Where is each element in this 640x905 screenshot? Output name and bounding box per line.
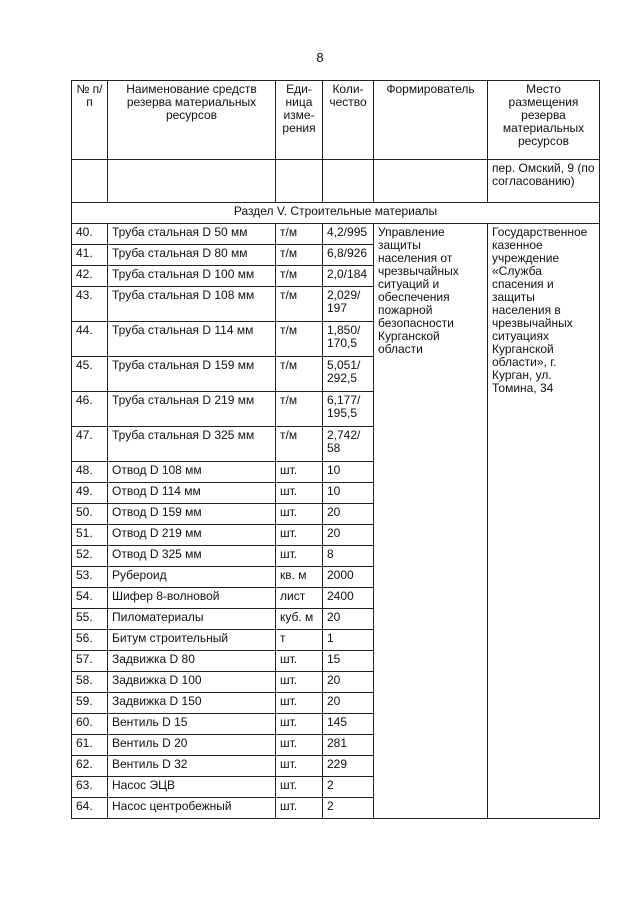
row-num: 47.	[72, 427, 108, 462]
cell-empty	[108, 160, 276, 203]
row-unit: шт.	[276, 651, 323, 672]
row-name: Вентиль D 20	[108, 735, 276, 756]
row-unit: шт.	[276, 798, 323, 819]
row-qty: 4,2/995	[323, 224, 374, 245]
row-num: 58.	[72, 672, 108, 693]
header-name: Наименование средств резерва материальных ресурсов	[108, 81, 276, 160]
row-qty: 5,051/ 292,5	[323, 357, 374, 392]
row-num: 56.	[72, 630, 108, 651]
row-num: 43.	[72, 287, 108, 322]
row-qty: 2	[323, 798, 374, 819]
row-name: Труба стальная D 325 мм	[108, 427, 276, 462]
row-num: 57.	[72, 651, 108, 672]
row-unit: т/м	[276, 357, 323, 392]
row-name: Труба стальная D 108 мм	[108, 287, 276, 322]
row-name: Отвод D 108 мм	[108, 462, 276, 483]
row-num: 62.	[72, 756, 108, 777]
header-unit: Еди- ница изме- рения	[276, 81, 323, 160]
row-num: 46.	[72, 392, 108, 427]
row-name: Труба стальная D 114 мм	[108, 322, 276, 357]
row-num: 50.	[72, 504, 108, 525]
row-name: Задвижка D 100	[108, 672, 276, 693]
row-num: 42.	[72, 266, 108, 287]
row-num: 49.	[72, 483, 108, 504]
row-qty: 20	[323, 672, 374, 693]
row-unit: т/м	[276, 322, 323, 357]
row-name: Отвод D 325 мм	[108, 546, 276, 567]
row-name: Шифер 8-волновой	[108, 588, 276, 609]
row-num: 51.	[72, 525, 108, 546]
row-unit: шт.	[276, 546, 323, 567]
header-row	[72, 81, 600, 160]
row-qty: 2,742/ 58	[323, 427, 374, 462]
row-name: Отвод D 219 мм	[108, 525, 276, 546]
row-qty: 2	[323, 777, 374, 798]
row-unit: кв. м	[276, 567, 323, 588]
row-num: 59.	[72, 693, 108, 714]
continuation-row	[72, 160, 600, 203]
row-qty: 2000	[323, 567, 374, 588]
cell-empty	[276, 160, 323, 203]
cell-empty	[374, 160, 488, 203]
row-name: Пиломатериалы	[108, 609, 276, 630]
row-num: 44.	[72, 322, 108, 357]
row-num: 48.	[72, 462, 108, 483]
row-unit: т	[276, 630, 323, 651]
row-name: Труба стальная D 159 мм	[108, 357, 276, 392]
row-unit: т/м	[276, 287, 323, 322]
row-qty: 6,8/926	[323, 245, 374, 266]
section-title: Раздел V. Строительные материалы	[72, 203, 600, 224]
former-cell: Управление защиты населения от чрезвычайных ситуаций и обеспечения пожарной безопасности Курганской области	[374, 224, 488, 819]
row-num: 61.	[72, 735, 108, 756]
row-qty: 8	[323, 546, 374, 567]
row-unit: т/м	[276, 427, 323, 462]
row-qty: 2400	[323, 588, 374, 609]
row-num: 54.	[72, 588, 108, 609]
row-qty: 145	[323, 714, 374, 735]
row-qty: 10	[323, 462, 374, 483]
row-qty: 10	[323, 483, 374, 504]
row-qty: 20	[323, 525, 374, 546]
row-unit: куб. м	[276, 609, 323, 630]
row-name: Насос центробежный	[108, 798, 276, 819]
row-num: 64.	[72, 798, 108, 819]
row-unit: т/м	[276, 266, 323, 287]
row-unit: т/м	[276, 245, 323, 266]
row-name: Насос ЭЦВ	[108, 777, 276, 798]
row-unit: шт.	[276, 714, 323, 735]
row-name: Вентиль D 15	[108, 714, 276, 735]
cell-empty	[323, 160, 374, 203]
row-unit: шт.	[276, 735, 323, 756]
row-name: Труба стальная D 100 мм	[108, 266, 276, 287]
row-qty: 2,029/ 197	[323, 287, 374, 322]
row-unit: шт.	[276, 525, 323, 546]
row-qty: 281	[323, 735, 374, 756]
row-name: Вентиль D 32	[108, 756, 276, 777]
row-unit: шт.	[276, 672, 323, 693]
row-name: Задвижка D 150	[108, 693, 276, 714]
continuation-place: пер. Омский, 9 (по согласованию)	[488, 160, 600, 203]
row-unit: шт.	[276, 693, 323, 714]
row-num: 55.	[72, 609, 108, 630]
section-row	[72, 203, 600, 224]
row-unit: лист	[276, 588, 323, 609]
row-qty: 229	[323, 756, 374, 777]
header-num: № п/п	[72, 81, 108, 160]
row-unit: шт.	[276, 504, 323, 525]
row-qty: 15	[323, 651, 374, 672]
row-unit: шт.	[276, 483, 323, 504]
row-num: 40.	[72, 224, 108, 245]
row-unit: шт.	[276, 756, 323, 777]
row-qty: 1	[323, 630, 374, 651]
reserve-table	[71, 80, 600, 819]
row-qty: 1,850/ 170,5	[323, 322, 374, 357]
row-name: Битум строительный	[108, 630, 276, 651]
row-num: 45.	[72, 357, 108, 392]
row-num: 53.	[72, 567, 108, 588]
row-qty: 20	[323, 609, 374, 630]
page-number: 8	[316, 50, 324, 65]
row-num: 41.	[72, 245, 108, 266]
row-name: Труба стальная D 80 мм	[108, 245, 276, 266]
row-name: Рубероид	[108, 567, 276, 588]
row-qty: 20	[323, 693, 374, 714]
place-cell: Государственное казенное учреждение «Служба спасения и защиты населения в чрезвычайных ситуациях Курганской области», г. Курган, ул. Томина, 34	[488, 224, 600, 819]
row-unit: шт.	[276, 777, 323, 798]
row-name: Задвижка D 80	[108, 651, 276, 672]
row-name: Отвод D 114 мм	[108, 483, 276, 504]
row-qty: 20	[323, 504, 374, 525]
row-unit: шт.	[276, 462, 323, 483]
row-num: 60.	[72, 714, 108, 735]
header-qty: Коли- чество	[323, 81, 374, 160]
header-former: Формирователь	[374, 81, 488, 160]
row-num: 52.	[72, 546, 108, 567]
row-unit: т/м	[276, 224, 323, 245]
cell-empty	[72, 160, 108, 203]
row-unit: т/м	[276, 392, 323, 427]
row-qty: 6,177/ 195,5	[323, 392, 374, 427]
table-row	[72, 224, 600, 245]
row-qty: 2,0/184	[323, 266, 374, 287]
row-name: Труба стальная D 50 мм	[108, 224, 276, 245]
row-name: Отвод D 159 мм	[108, 504, 276, 525]
header-place: Место размещения резерва материальных ресурсов	[488, 81, 600, 160]
row-name: Труба стальная D 219 мм	[108, 392, 276, 427]
row-num: 63.	[72, 777, 108, 798]
